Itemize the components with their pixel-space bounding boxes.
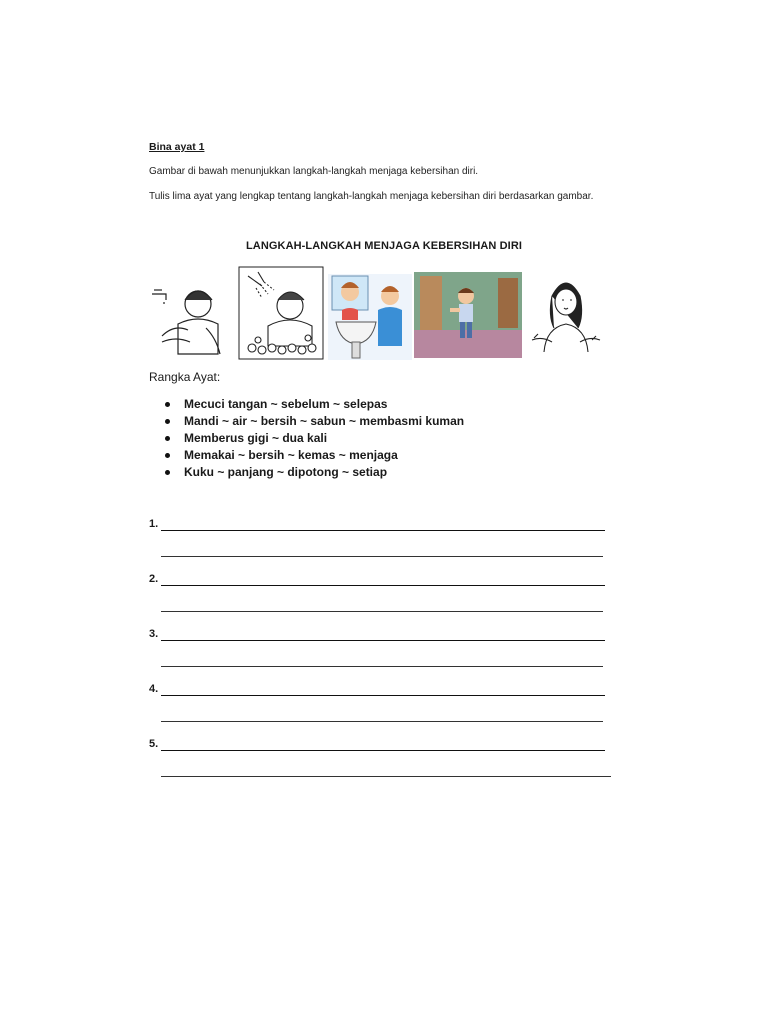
answer-line[interactable]	[161, 611, 603, 612]
answer-line[interactable]	[161, 585, 605, 586]
rangka-label: Rangka Ayat:	[149, 370, 221, 384]
answer-line[interactable]	[161, 695, 605, 696]
girl-cutting-nails-icon	[526, 266, 606, 360]
bullet-dot-icon	[165, 453, 170, 458]
worksheet-heading: Bina ayat 1	[149, 141, 205, 153]
list-item-text: Memberus gigi ~ dua kali	[184, 431, 328, 445]
list-item-text: Mecuci tangan ~ sebelum ~ selepas	[184, 397, 388, 411]
bullet-dot-icon	[165, 470, 170, 475]
list-item	[163, 430, 464, 447]
instruction-paragraph-2: Tulis lima ayat yang lengkap tentang langkah-langkah menjaga kebersihan diri berdasarkan gambar.	[149, 191, 594, 202]
boy-washing-hands-icon	[148, 266, 234, 360]
answer-number: 4.	[149, 683, 159, 695]
list-item	[163, 396, 464, 413]
answer-line[interactable]	[161, 776, 611, 777]
answer-line[interactable]	[161, 721, 603, 722]
boy-dressing-in-room-icon	[414, 266, 522, 360]
answer-number: 2.	[149, 573, 159, 585]
rangka-list	[163, 396, 464, 481]
bullet-dot-icon	[165, 419, 170, 424]
list-item	[163, 447, 464, 464]
bullet-dot-icon	[165, 436, 170, 441]
instruction-paragraph-1: Gambar di bawah menunjukkan langkah-langkah menjaga kebersihan diri.	[149, 166, 479, 177]
list-item	[163, 464, 464, 481]
answer-line[interactable]	[161, 750, 605, 751]
answer-number: 3.	[149, 628, 159, 640]
list-item-text: Memakai ~ bersih ~ kemas ~ menjaga	[184, 448, 398, 462]
list-item-text: Mandi ~ air ~ bersih ~ sabun ~ membasmi kuman	[184, 414, 465, 428]
illustration-strip	[148, 266, 608, 360]
child-bathing-shower-icon	[238, 266, 324, 360]
boys-brushing-teeth-icon	[328, 266, 412, 360]
answer-line[interactable]	[161, 640, 605, 641]
answer-number: 1.	[149, 518, 159, 530]
list-item	[163, 413, 464, 430]
answer-number: 5.	[149, 738, 159, 750]
answer-line[interactable]	[161, 666, 603, 667]
answer-line[interactable]	[161, 556, 603, 557]
bullet-dot-icon	[165, 402, 170, 407]
answer-line[interactable]	[161, 530, 605, 531]
figure-title: LANGKAH-LANGKAH MENJAGA KEBERSIHAN DIRI	[245, 240, 523, 252]
list-item-text: Kuku ~ panjang ~ dipotong ~ setiap	[184, 465, 388, 479]
